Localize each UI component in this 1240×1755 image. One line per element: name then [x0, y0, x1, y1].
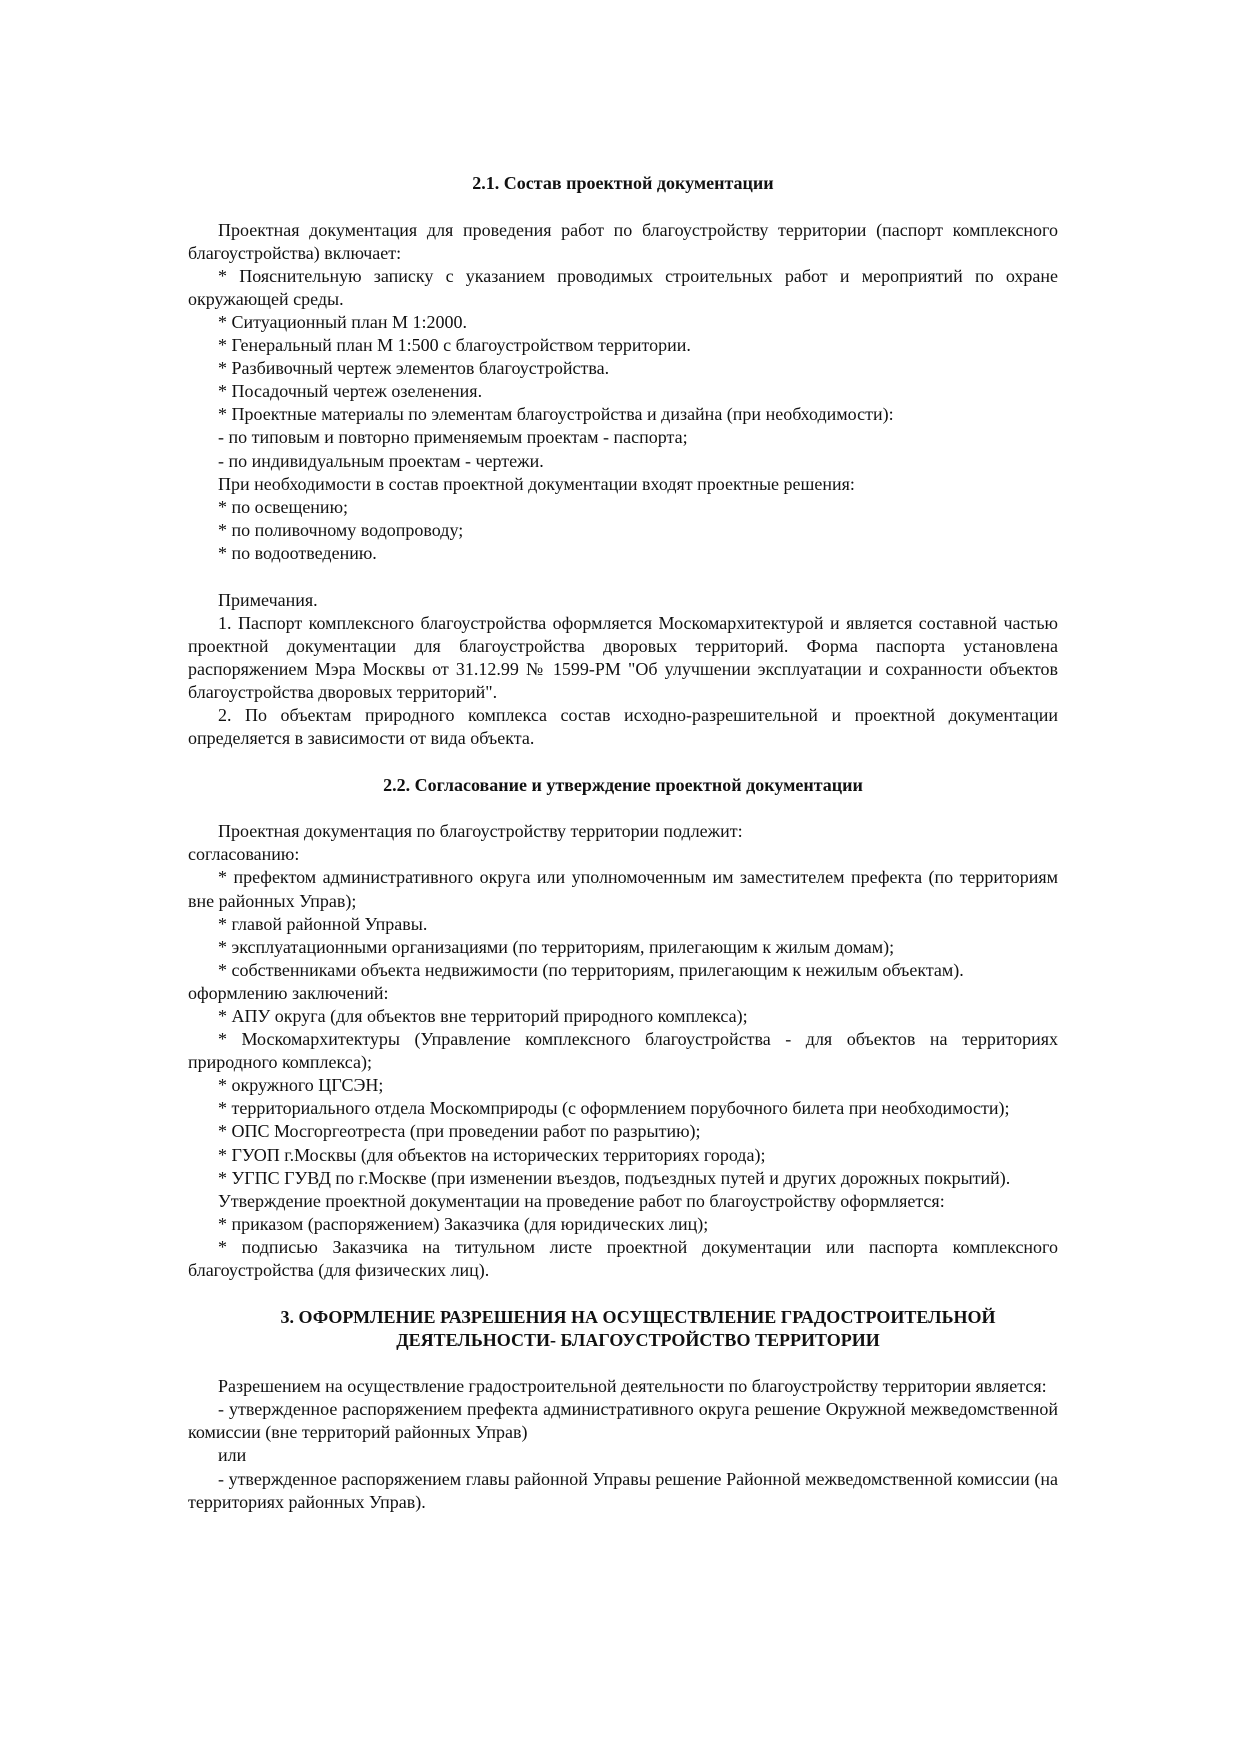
list-item: * Генеральный план М 1:500 с благоустройством территории.: [218, 335, 691, 356]
section-2-2-title: 2.2. Согласование и утверждение проектной документации: [383, 774, 863, 795]
list-item: - по типовым и повторно применяемым проектам - паспорта;: [218, 427, 688, 448]
list-item: * приказом (распоряжением) Заказчика (для юридических лиц);: [218, 1213, 709, 1234]
list-item: * Посадочный чертеж озеленения.: [218, 381, 483, 402]
list-item: * главой районной Управы.: [218, 913, 428, 934]
section-3-title: 3. ОФОРМЛЕНИЕ РАЗРЕШЕНИЯ НА ОСУЩЕСТВЛЕНИЕ ГРАДОСТРОИТЕЛЬНОЙ ДЕЯТЕЛЬНОСТИ- БЛАГОУСТРОЙСТВО ТЕРРИТОРИИ: [280, 1306, 996, 1350]
list-item: * префектом административного округа или уполномоченным им заместителем префекта (по территориям вне районных Управ);: [188, 867, 1058, 911]
list-item: * Москомархитектуры (Управление комплексного благоустройства - для объектов на территориях природного комплекса);: [188, 1029, 1058, 1073]
confirmation-intro: Утверждение проектной документации на проведение работ по благоустройству оформляется:: [218, 1190, 945, 1211]
conclusions-label: оформлению заключений:: [188, 982, 389, 1003]
list-item: * по водоотведению.: [218, 542, 377, 563]
document-page: [188, 172, 1058, 1514]
notes-title: Примечания.: [218, 589, 318, 610]
list-item: * собственниками объекта недвижимости (по территориям, прилегающим к нежилым объектам).: [218, 959, 964, 980]
list-item: * ОПС Мосгоргеотреста (при проведении работ по разрытию);: [218, 1121, 701, 1142]
list-item: * окружного ЦГСЭН;: [218, 1075, 384, 1096]
connector-text: или: [218, 1445, 247, 1466]
list-item: * подписью Заказчика на титульном листе проектной документации или паспорта комплексного благоустройства (для физических лиц).: [188, 1236, 1058, 1281]
list-item: - по индивидуальным проектам - чертежи.: [218, 450, 544, 471]
option-item: - утвержденное распоряжением главы районной Управы решение Районной межведомственной комиссии (на территориях районных Управ).: [188, 1468, 1058, 1512]
list-item: * АПУ округа (для объектов вне территорий природного комплекса);: [218, 1006, 748, 1026]
list-item: * УГПС ГУВД по г.Москве (при изменении въездов, подъездных путей и других дорожных покрытий).: [218, 1167, 1011, 1188]
approval-label: согласованию:: [188, 844, 300, 865]
additional-intro: При необходимости в состав проектной документации входят проектные решения:: [218, 473, 855, 494]
section-3-intro: Разрешением на осуществление градостроительной деятельности по благоустройству территории является:: [218, 1376, 1047, 1397]
note-item: 1. Паспорт комплексного благоустройства оформляется Москомархитектурой и является составной частью проектной документации для благоустройства дворовых территорий. Форма паспорта установлена распоряжением Мэра Москвы от 31.12.99 № 1599-РМ "Об улучшении эксплуатации и сохранности объектов благоустройства дворовых территорий".: [188, 612, 1058, 702]
list-item: * Разбивочный чертеж элементов благоустройства.: [218, 358, 610, 379]
section-2-1-intro: Проектная документация для проведения работ по благоустройству территории (паспорт комплексного благоустройства) включает:: [188, 219, 1058, 263]
note-item: 2. По объектам природного комплекса состав исходно-разрешительной и проектной документации определяется в зависимости от вида объекта.: [188, 704, 1058, 749]
section-2-1-title: 2.1. Состав проектной документации: [472, 173, 774, 193]
list-item: * Проектные материалы по элементам благоустройства и дизайна (при необходимости):: [218, 404, 894, 425]
list-item: * ГУОП г.Москвы (для объектов на исторических территориях города);: [218, 1144, 766, 1165]
list-item: * по поливочному водопроводу;: [218, 519, 464, 540]
option-item: - утвержденное распоряжением префекта административного округа решение Окружной межведомственной комиссии (вне территорий районных Управ): [188, 1399, 1058, 1443]
list-item: * по освещению;: [218, 496, 349, 517]
section-2-2-intro: Проектная документация по благоустройству территории подлежит:: [218, 821, 743, 842]
list-item: * Пояснительную записку с указанием проводимых строительных работ и мероприятий по охране окружающей среды.: [188, 265, 1058, 309]
list-item: * эксплуатационными организациями (по территориям, прилегающим к жилым домам);: [218, 936, 895, 957]
list-item: * Ситуационный план М 1:2000.: [218, 311, 468, 332]
list-item: * территориального отдела Москомприроды (с оформлением порубочного билета при необходимости);: [218, 1098, 1010, 1119]
